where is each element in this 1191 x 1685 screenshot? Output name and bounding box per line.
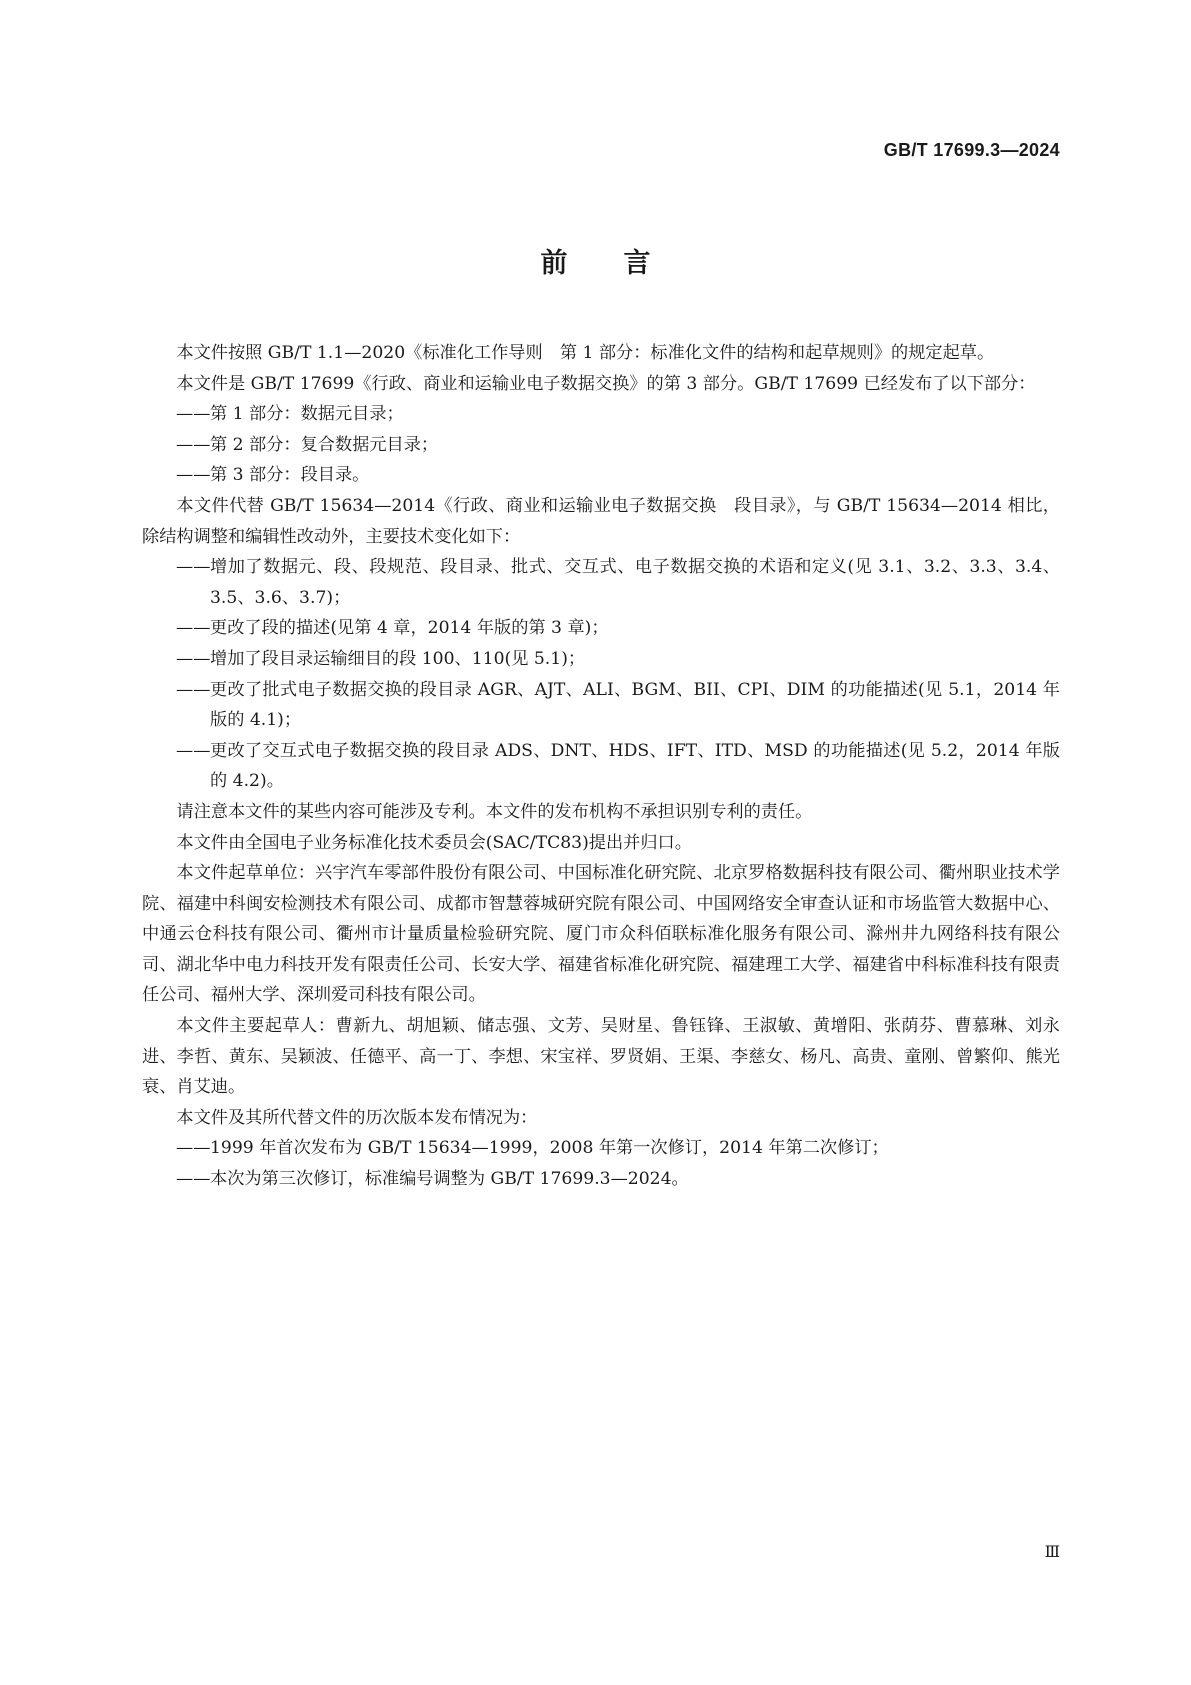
list-item-change-2: —— 更改了段的描述(见第 4 章，2014 年版的第 3 章)； bbox=[176, 618, 609, 639]
paragraph-drafting-rules: 本文件按照 GB/T 1.1—2020《标准化工作导则 第 1 部分：标准化文件的结构和起草规则》的规定起草。 bbox=[176, 343, 995, 363]
list-item-history-1: —— 1999 年首次发布为 GB/T 15634—1999，2008 年第一次修订，2014 年第二次修订； bbox=[176, 1138, 889, 1159]
list-item-part-2: —— 第 2 部分：复合数据元目录； bbox=[176, 434, 439, 455]
list-item-part-3: —— 第 3 部分：段目录。 bbox=[176, 465, 370, 486]
list-item-change-3: —— 增加了段目录运输细目的段 100、110(见 5.1)； bbox=[176, 648, 586, 669]
paragraph-drafters: 本文件主要起草人：曹新九、胡旭颖、储志强、文芳、吴财星、鲁钰锋、王淑敏、黄增阳、张荫芬、曹慕琳、刘永进、李哲、黄东、吴颖波、任德平、高一丁、李想、宋宝祥、罗贤娟、王渠、李慈女、杨凡、高贵、童刚、曾繁仰、熊光衰、肖艾迪。 bbox=[142, 1016, 1060, 1098]
list-item-change-5: —— 更改了交互式电子数据交换的段目录 ADS、DNT、HDS、IFT、ITD、MSD 的功能描述(见 5.2，2014 年版的 4.2)。 bbox=[176, 740, 1060, 792]
list-item-change-1: —— 增加了数据元、段、段规范、段目录、批式、交互式、电子数据交换的术语和定义(见 3.1、3.2、3.3、3.4、3.5、3.6、3.7)； bbox=[176, 557, 1060, 608]
page-number: Ⅲ bbox=[1044, 1542, 1060, 1561]
paragraph-patent-note: 请注意本文件的某些内容可能涉及专利。本文件的发布机构不承担识别专利的责任。 bbox=[176, 801, 813, 822]
page-title: 前言 bbox=[540, 248, 707, 279]
standard-code: GB/T 17699.3—2024 bbox=[883, 140, 1060, 160]
list-item-part-1: —— 第 1 部分：数据元目录； bbox=[176, 404, 404, 425]
list-item-history-2: —— 本次为第三次修订，标准编号调整为 GB/T 17699.3—2024。 bbox=[176, 1169, 689, 1190]
paragraph-document-scope: 本文件是 GB/T 17699《行政、商业和运输业电子数据交换》的第 3 部分。GB/T 17699 已经发布了以下部分： bbox=[176, 373, 1036, 394]
list-item-change-4: —— 更改了批式电子数据交换的段目录 AGR、AJT、ALI、BGM、BII、CPI、DIM 的功能描述(见 5.1，2014 年版的 4.1)； bbox=[176, 679, 1060, 731]
paragraph-proposer: 本文件由全国电子业务标准化技术委员会(SAC/TC83)提出并归口。 bbox=[176, 832, 692, 853]
paragraph-replacement: 本文件代替 GB/T 15634—2014《行政、商业和运输业电子数据交换 段目录》，与 GB/T 15634—2014 相比，除结构调整和编辑性改动外，主要技术变化如下： bbox=[142, 495, 1060, 547]
paragraph-drafting-units: 本文件起草单位：兴宇汽车零部件股份有限公司、中国标准化研究院、北京罗格数据科技有限公司、衢州职业技术学院、福建中科闽安检测技术有限公司、成都市智慧蓉城研究院有限公司、中国网络安全审查认证和市场监管大数据中心、中通云仓科技有限公司、衢州市计量质量检验研究院、厦门市众科佰联标准化服务有限公司、滁州井九网络科技有限公司、湖北华中电力科技开发有限责任公司、长安大学、福建省标准化研究院、福建理工大学、福建省中科标准科技有限责任公司、福州大学、深圳爱司科技有限公司。 bbox=[142, 863, 1060, 1006]
document-body bbox=[142, 338, 1060, 1195]
paragraph-history-intro: 本文件及其所代替文件的历次版本发布情况为： bbox=[176, 1107, 538, 1128]
